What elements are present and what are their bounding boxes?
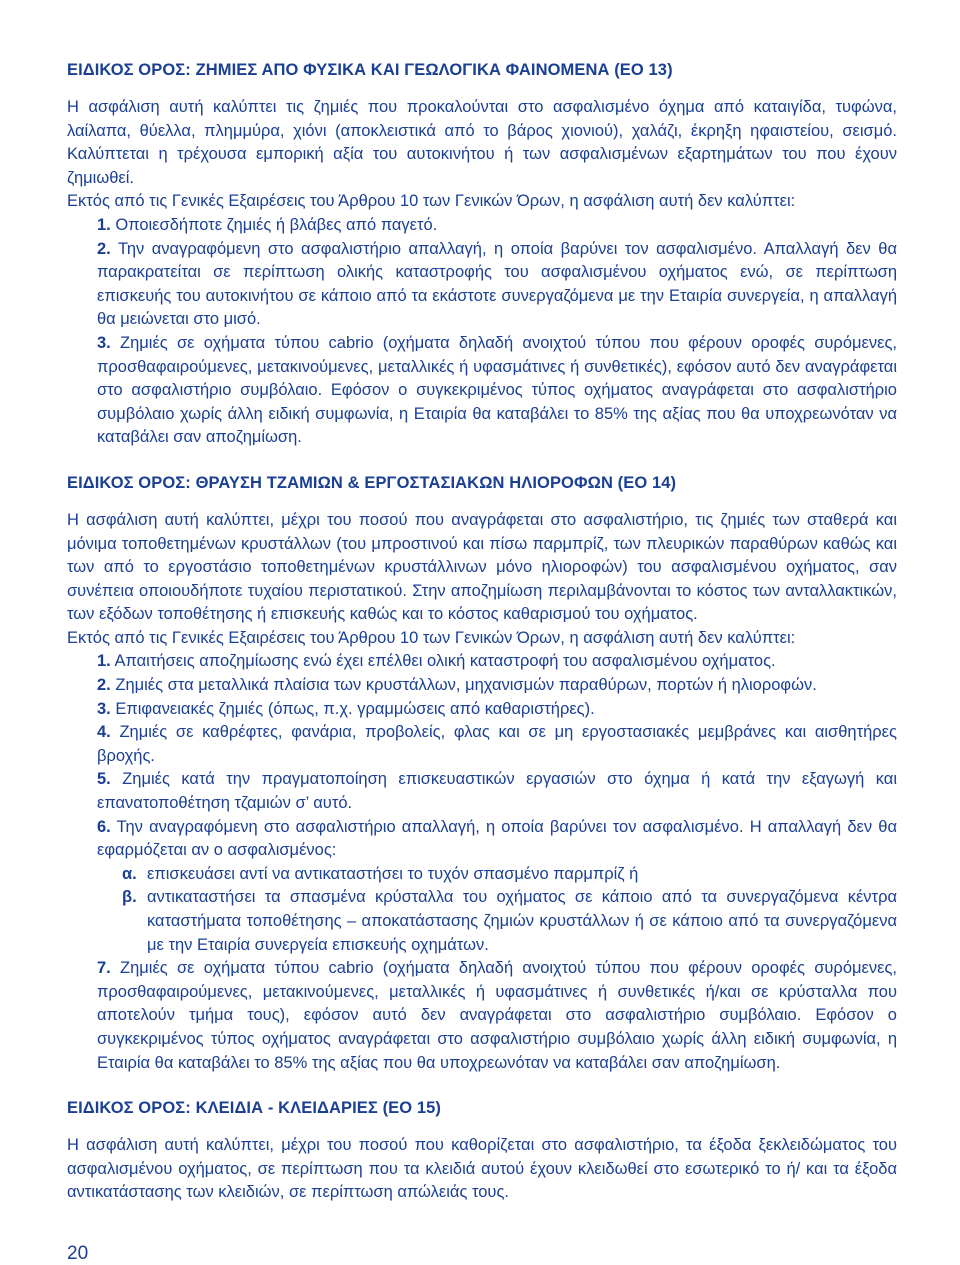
section-13-coverage: Η ασφάλιση αυτή καλύπτει τις ζημιές που προκαλούνται στο ασφαλισμένο όχημα από καταιγίδα, τυφώνα, λαίλαπα, θύελλα, πλημμύρα, χιόνι (αποκλειστικά από το βάρος χιονιού), χαλάζι, έκρηξη ηφαιστείου, σεισμό. Καλύπτεται η τρέχουσα εμπορική αξία του αυτοκινήτου ή των ασφαλισμένων εξαρτημάτων του που έχουν ζημιωθεί.: [67, 98, 897, 187]
list-item: 6. Την αναγραφόμενη στο ασφαλιστήριο απαλλαγή, η οποία βαρύνει τον ασφαλισμένο. Η απαλλαγή δεν θα εφαρμόζεται αν ο ασφαλισμένος:: [97, 817, 897, 860]
section-13-exclusions-intro: Εκτός από τις Γενικές Εξαιρέσεις του Άρθρου 10 των Γενικών Όρων, η ασφάλιση αυτή δεν καλύπτει:: [67, 192, 796, 211]
list-item: 3. Ζημιές σε οχήματα τύπου cabrio (οχήματα δηλαδή ανοιχτού τύπου που φέρουν οροφές συρόμενες, προσθαφαιρούμενες, μετακινούμενες, μεταλλικές ή υφασμάτινες ή συνθετικές), εφόσον αυτό δεν αναγράφεται στο ασφαλιστήριο συμβόλαιο. Εφόσον ο συγκεκριμένος τύπος οχήματος αναγράφεται στο ασφαλιστήριο συμβόλαιο χωρίς άλλη ειδική συμφωνία, η Εταιρία θα καταβάλει το 85% της αξίας που θα υποχρεωνόταν να καταβάλει σαν αποζημίωση.: [97, 333, 898, 447]
sub-list-item: β. αντικαταστήσει τα σπασμένα κρύσταλλα του οχήματος σε κάποιο από τα συνεργαζόμενα κέντρα καταστήματα τοποθέτησης – αποκατάστασης ζημιών κρυστάλλων ή σε κάποιο από τα συνεργαζόμενα με την Εταιρία συνεργεία επισκευής οχημάτων.: [122, 888, 897, 954]
section-15-coverage: Η ασφάλιση αυτή καλύπτει, μέχρι του ποσού που καθορίζεται στο ασφαλιστήριο, τα έξοδα ξεκλειδώματος του ασφαλισμένου οχήματος, σε περίπτωση που τα κλειδιά αυτού έχουν κλειδωθεί στο εσωτερικό το ή/ και τα έξοδα αντικατάστασης των κλειδιών, σε περίπτωση απώλειάς τους.: [67, 1136, 897, 1202]
list-item: 4. Ζημιές σε καθρέφτες, φανάρια, προβολείς, φλας και σε μη εργοστασιακές μεμβράνες και αισθητήρες βροχής.: [97, 723, 897, 765]
section-14-title: ΕΙΔΙΚΟΣ ΟΡΟΣ: ΘΡΑΥΣΗ ΤΖΑΜΙΩΝ & ΕΡΓΟΣΤΑΣΙΑΚΩΝ ΗΛΙΟΡΟΦΩΝ (ΕΟ 14): [67, 473, 677, 492]
page-number: 20: [67, 1243, 89, 1264]
document-page: [67, 58, 897, 1205]
list-item: 2. Την αναγραφόμενη στο ασφαλιστήριο απαλλαγή, η οποία βαρύνει τον ασφαλισμένο. Απαλλαγή δεν θα παρακρατείται σε περίπτωση ολικής καταστροφής του ασφαλισμένου οχήματος ενώ, σε περίπτωση επισκευής του αυτοκινήτου σε κάποιο από τα εκάστοτε συνεργαζόμενα με την Εταιρία συνεργεία, η απαλλαγή θα μειώνεται στο μισό.: [97, 239, 897, 329]
list-item: 2. Ζημιές στα μεταλλικά πλαίσια των κρυστάλλων, μηχανισμών παραθύρων, πορτών ή ηλιοροφών.: [97, 676, 817, 695]
sub-list-item: α. επισκευάσει αντί να αντικαταστήσει το τυχόν σπασμένο παρμπρίζ ή: [122, 864, 639, 883]
list-item: 3. Επιφανειακές ζημιές (όπως, π.χ. γραμμώσεις από καθαριστήρες).: [97, 699, 595, 718]
list-item: 5. Ζημιές κατά την πραγματοποίηση επισκευαστικών εργασιών στο όχημα ή κατά την εξαγωγή και επανατοποθέτηση τζαμιών σ’ αυτό.: [97, 770, 897, 813]
section-14-exclusions-cont: [67, 957, 897, 1075]
section-15-title: ΕΙΔΙΚΟΣ ΟΡΟΣ: ΚΛΕΙΔΙΑ - ΚΛΕΙΔΑΡΙΕΣ (ΕΟ 15): [67, 1099, 442, 1118]
section-14-coverage: Η ασφάλιση αυτή καλύπτει, μέχρι του ποσού που αναγράφεται στο ασφαλιστήριο, τις ζημιές των σταθερά και μόνιμα τοποθετημένων κρυστάλλων (του μπροστινού και πίσω παρμπρίζ, των πλευρικών παραθύρων καθώς και των από το εργοστάσιο τοποθετημένων κρυστάλλινων μόνο ηλιοροφών) του ασφαλισμένου οχήματος, σαν συνέπεια οποιουδήποτε τυχαίου περιστατικού. Στην αποζημίωση περιλαμβάνονται το κόστος των ανταλλακτικών, των εξόδων τοποθέτησης ή επισκευής καθώς και το κόστος καθαρισμού του οχήματος.: [67, 510, 897, 624]
section-14-exclusions: [67, 650, 897, 862]
list-item: 7. Ζημιές σε οχήματα τύπου cabrio (οχήματα δηλαδή ανοιχτού τύπου που φέρουν οροφές συρόμενες, προσθαφαιρούμενες, μετακινούμενες, μεταλλικές ή υφασμάτινες ή συνθετικές ή/και σε κρύσταλλα που αποτελούν τμήμα τους), εφόσον αυτό δεν αναγράφεται στο ασφαλιστήριο συμβόλαιο. Εφόσον ο συγκεκριμένος τύπος οχήματος αναγράφεται στο ασφαλιστήριο συμβόλαιο χωρίς άλλη ειδική συμφωνία, η Εταιρία θα καταβάλει το 85% της αξίας που θα υποχρεωνόταν να καταβάλει σαν αποζημίωση.: [97, 959, 898, 1072]
list-item: 1. Απαιτήσεις αποζημίωσης ενώ έχει επέλθει ολική καταστροφή του ασφαλισμένου οχήματος.: [97, 652, 776, 671]
list-item: 1. Οποιεσδήποτε ζημιές ή βλάβες από παγετό.: [97, 215, 438, 234]
section-14-sublist: [67, 863, 897, 957]
section-13-title: ΕΙΔΙΚΟΣ ΟΡΟΣ: ΖΗΜΙΕΣ ΑΠΟ ΦΥΣΙΚΑ ΚΑΙ ΓΕΩΛΟΓΙΚΑ ΦΑΙΝΟΜΕΝΑ (ΕΟ 13): [67, 61, 673, 79]
section-14-exclusions-intro: Εκτός από τις Γενικές Εξαιρέσεις του Άρθρου 10 των Γενικών Όρων, η ασφάλιση αυτή δεν καλύπτει:: [67, 628, 796, 647]
section-13-exclusions: [67, 214, 897, 450]
